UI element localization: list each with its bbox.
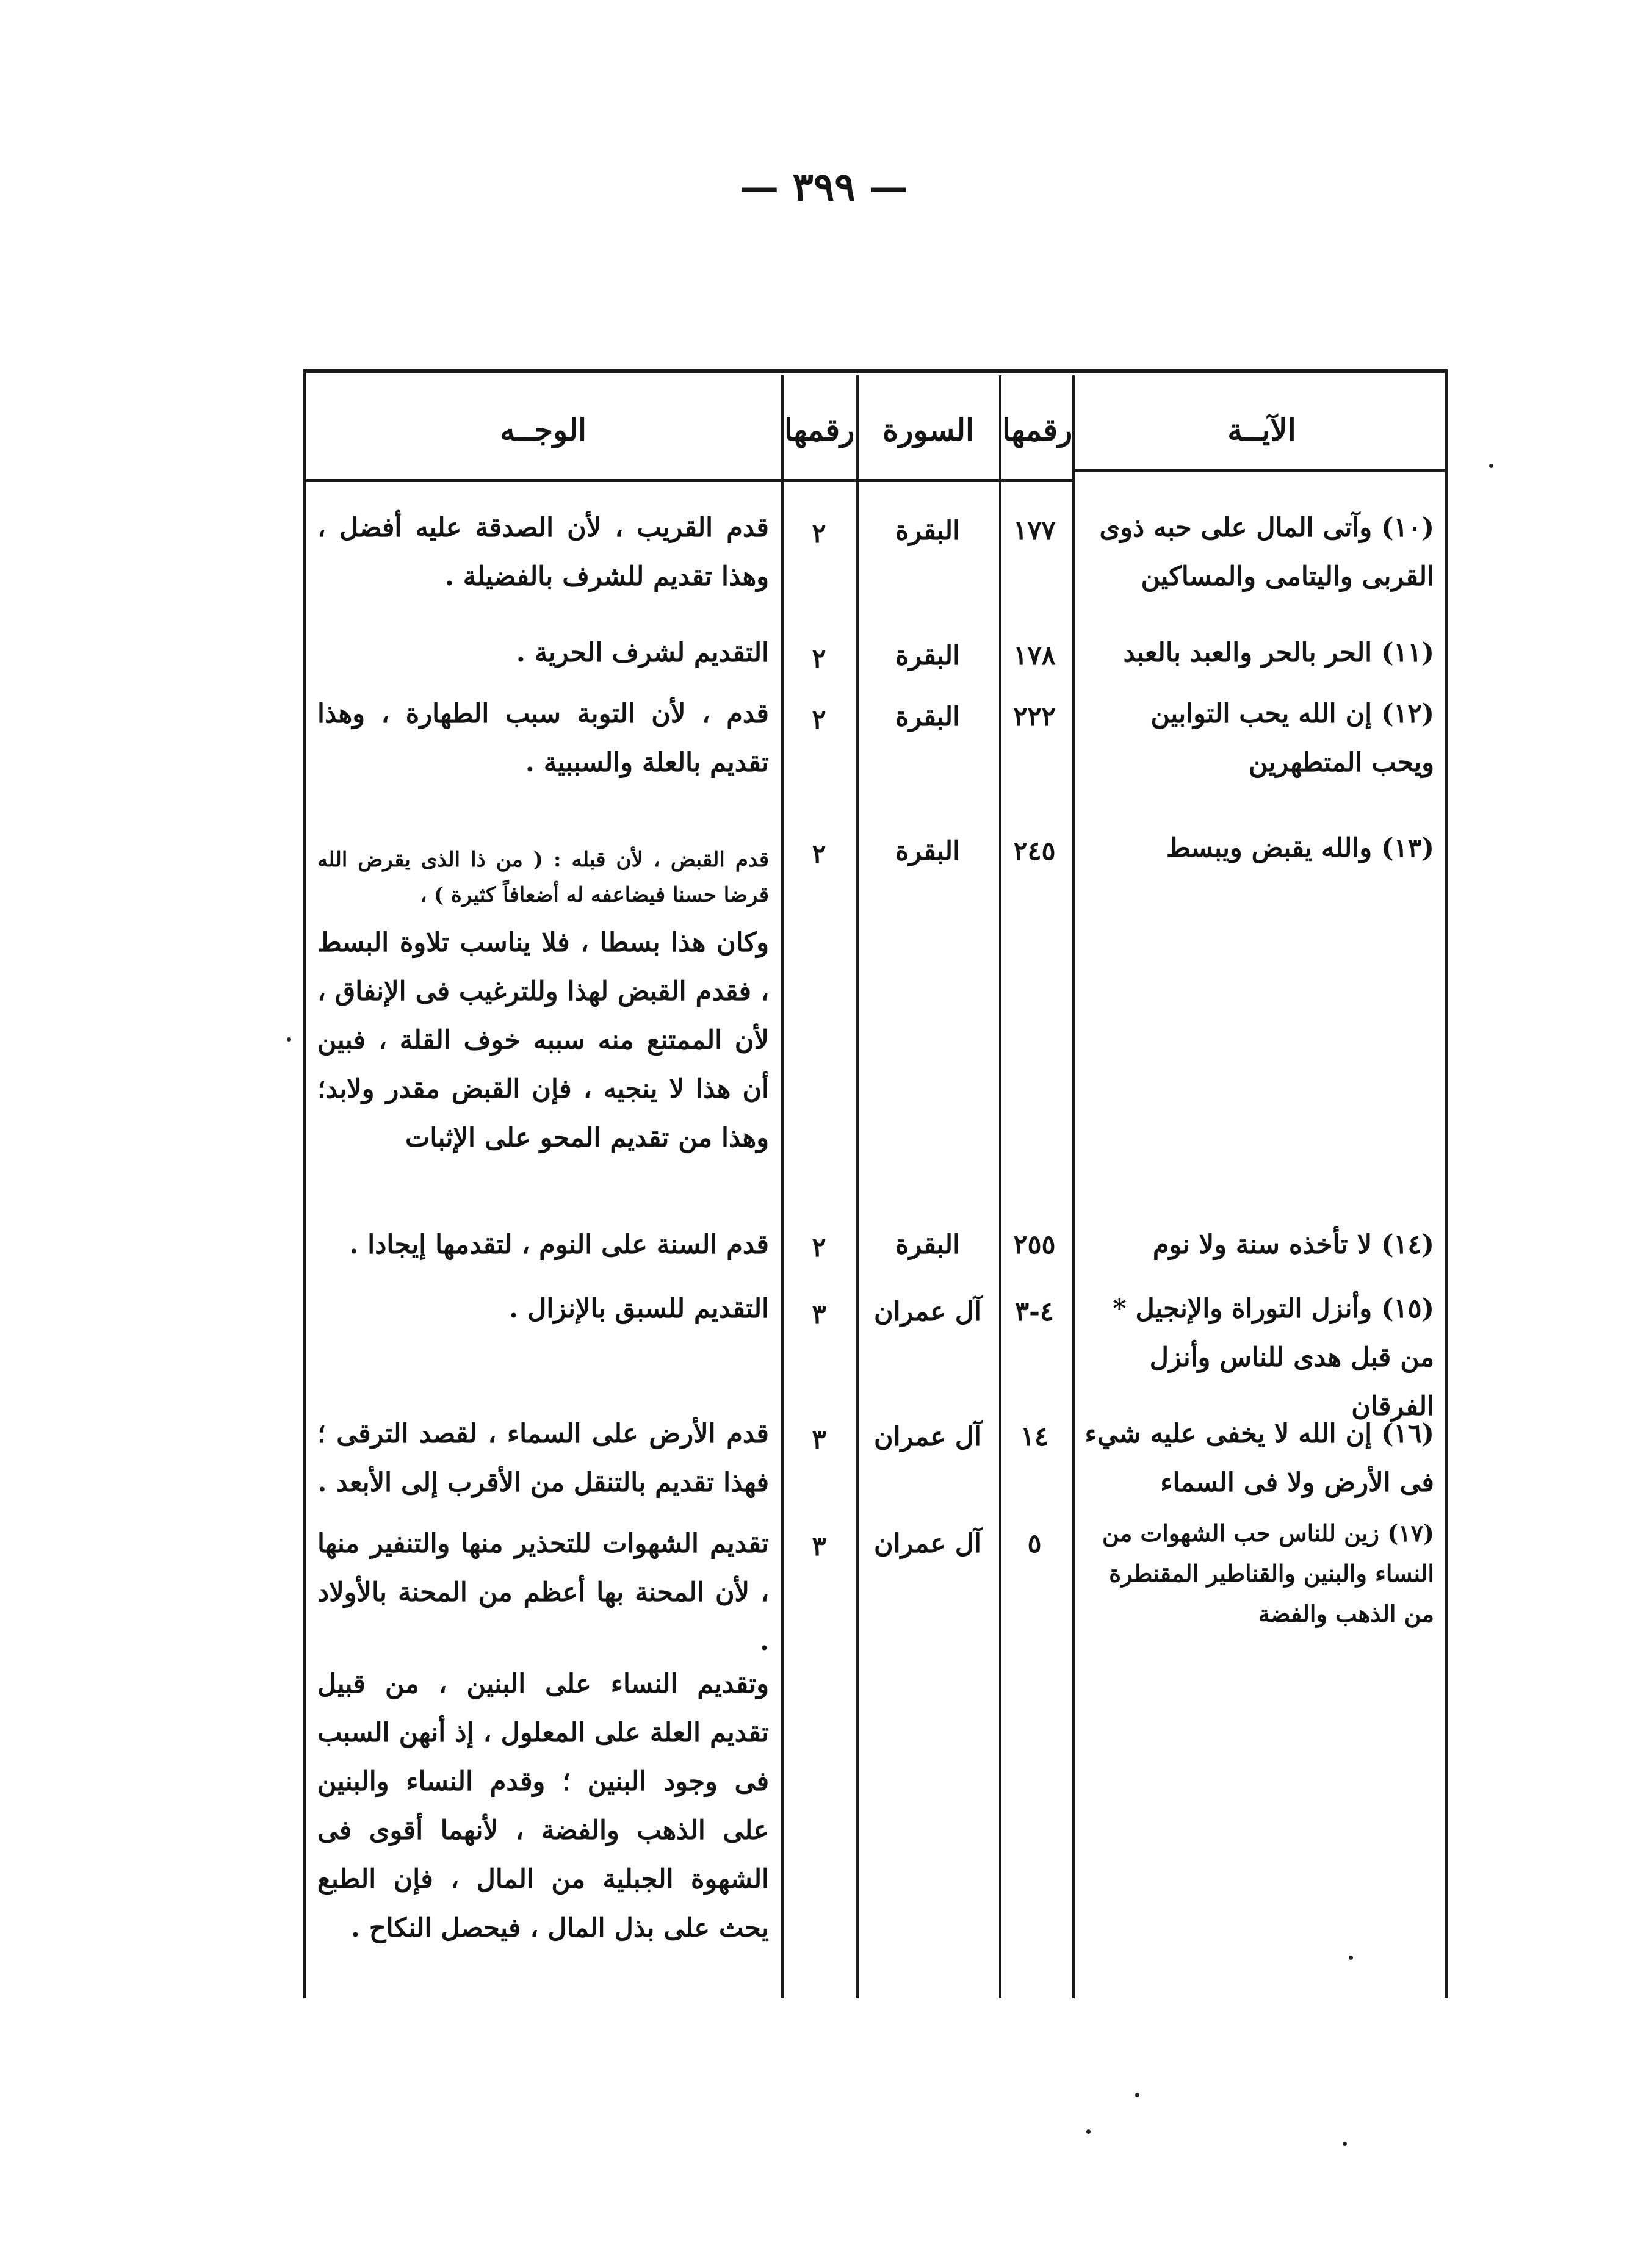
ayah-text: (١٣) والله يقبض ويبسط (1166, 833, 1434, 863)
surah-name: البقرة (895, 702, 961, 732)
column-divider-ayah (1072, 375, 1075, 1998)
page-number: — ٣٩٩ — (740, 164, 908, 210)
surah-number: ٢ (812, 705, 826, 735)
header-surah-number: رقمها (784, 412, 855, 448)
surah-name: آل عمران (874, 1297, 981, 1327)
ayah-number: ١٧٨ (1013, 641, 1056, 671)
surah-number: ٢ (812, 644, 826, 674)
ayah-text: (١٥) وأنزل التوراة والإنجيل * من قبل هدى للناس وأنزل الفرقان (1113, 1294, 1434, 1422)
scan-speck (1349, 1956, 1353, 1960)
header-ayah: الآيــة (1227, 412, 1296, 448)
ayah-text: (١٤) لا تأخذه سنة ولا نوم (1152, 1229, 1434, 1260)
surah-number: ٣ (812, 1425, 826, 1455)
column-divider-ayah-number (999, 375, 1001, 1998)
reason-text: تقديم الشهوات للتحذير منها والتنفير منها ، لأن المحنة بها أعظم من المحنة بالأولاد . (317, 1528, 769, 1657)
ayah-number: ١٤ (1020, 1422, 1049, 1452)
header-surah: السورة (882, 412, 974, 448)
header-reason: الوجــه (500, 412, 586, 448)
surah-name: آل عمران (874, 1528, 981, 1559)
ayah-text: (١٧) زين للناس حب الشهوات من النساء والبنين والقناطير المقنطرة من الذهب والفضة (1102, 1519, 1434, 1627)
ayah-text: (١٠) وآتى المال على حبه ذوى القربى واليتامى والمساكين (1099, 513, 1434, 592)
reason-text-small: قدم القبض ، لأن قبله : ( من ذا الذى يقرض الله قرضا حسنا فيضاعفه له أضعافاً كثيرة ) ، (317, 848, 769, 907)
ayah-number: ٢٥٥ (1013, 1229, 1056, 1260)
ayah-number: ٢٢٢ (1013, 702, 1056, 732)
reason-text: وكان هذا بسطا ، فلا يناسب تلاوة البسط ، فقدم القبض لهذا وللترغيب فى الإنفاق ، لأن الممتنع منه سببه خوف القلة ، فبين أن هذا لا ينجيه ، فإن القبض مقدر ولابد؛ وهذا من تقديم المحو على الإثبات (317, 927, 769, 1153)
header-ayah-number: رقمها (1002, 412, 1073, 448)
ayah-number: ١٧٧ (1013, 516, 1056, 546)
column-divider-surah (856, 375, 859, 1998)
reason-text: التقديم للسبق بالإنزال . (509, 1294, 769, 1324)
surah-number: ٢ (812, 839, 826, 869)
ayah-text: (١٢) إن الله يحب التوابين ويحب المتطهرين (1150, 699, 1434, 778)
surah-number: ٣ (812, 1300, 826, 1330)
surah-name: آل عمران (874, 1422, 981, 1452)
surah-number: ٢ (812, 519, 826, 549)
surah-name: البقرة (895, 1229, 961, 1260)
scan-speck (1086, 2129, 1091, 2134)
surah-name: البقرة (895, 516, 961, 546)
scan-speck (1135, 2093, 1139, 2097)
ayah-text: (١٦) إن الله لا يخفى عليه شيء فى الأرض ولا فى السماء (1084, 1419, 1434, 1498)
surah-name: البقرة (895, 836, 961, 866)
surah-number: ٢ (812, 1233, 826, 1263)
surah-name: البقرة (895, 641, 961, 671)
reason-text: التقديم لشرف الحرية . (516, 638, 769, 668)
column-divider-surah-number (781, 375, 784, 1998)
reason-text: قدم ، لأن التوبة سبب الطهارة ، وهذا تقديم بالعلة والسببية . (317, 699, 769, 778)
ayah-number: ٥ (1027, 1528, 1042, 1559)
ayah-number: ٤-٣ (1014, 1297, 1055, 1327)
header-rule (305, 479, 1072, 482)
scan-speck (1489, 464, 1493, 468)
reason-text-continued: وتقديم النساء على البنين ، من قبيل تقديم العلة على المعلول ، إذ أنهن السبب فى وجود البنين ؛ وقدم النساء والبنين على الذهب والفضة ، لأنهما أقوى فى الشهوة الجبلية من المال ، فإن الطبع يحث على بذل المال ، فيحصل النكاح . (317, 1669, 769, 1943)
scan-speck (1343, 2142, 1347, 2146)
ayah-text: (١١) الحر بالحر والعبد بالعبد (1123, 638, 1434, 668)
reason-text: قدم السنة على النوم ، لتقدمها إيجادا . (349, 1229, 769, 1260)
ayah-number: ٢٤٥ (1013, 836, 1056, 866)
surah-number: ٣ (812, 1532, 826, 1562)
scan-speck (287, 1037, 291, 1042)
reason-text: قدم القريب ، لأن الصدقة عليه أفضل ، وهذا تقديم للشرف بالفضيلة . (317, 513, 769, 592)
reason-text: قدم الأرض على السماء ، لقصد الترقى ؛ فهذا تقديم بالتنقل من الأقرب إلى الأبعد . (317, 1419, 769, 1498)
